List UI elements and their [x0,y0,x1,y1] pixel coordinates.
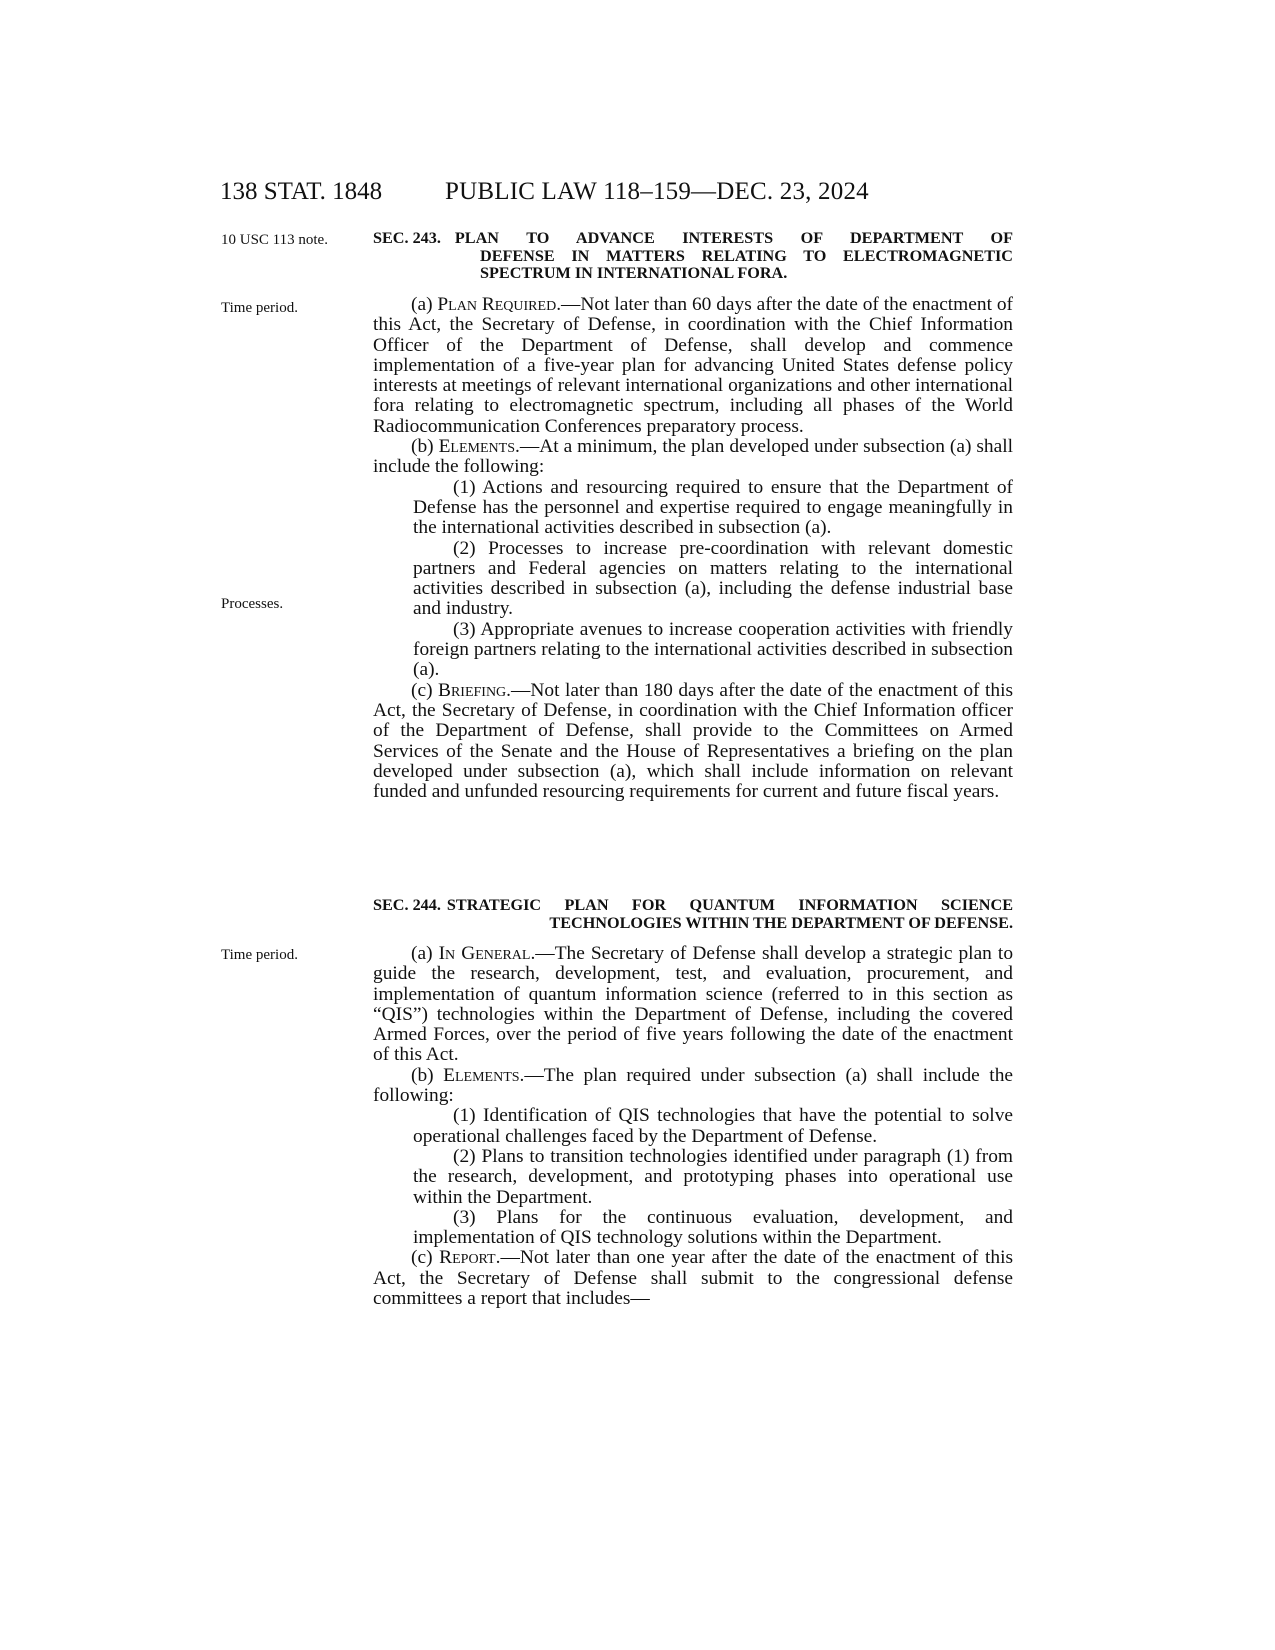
subsection-text: .—At a minimum, the plan developed under subsection (a) shall include the following: [373,436,1013,478]
subsection-244-c [373,1248,1013,1309]
subsection-label: (b) [411,436,439,458]
subsection-text: .—Not later than 180 days after the date of the enactment of this Act, the Secretary of Defense, in coordination with the Chief Information officer of the Department of Defense, shall provide to the Committees on Armed Services of the Senate and the House of Representatives a briefing on the plan developed under subsection (a), which shall include information on relevant funded and unfunded resourcing requirements for current and future fiscal years. [373,679,1013,803]
subsection-heading: Plan Required [437,294,557,315]
page-running-title: PUBLIC LAW 118–159—DEC. 23, 2024 [445,178,869,205]
section-244-body [373,944,1013,1309]
margin-note-time-period: Time period. [221,300,298,316]
subsection-heading: Elements [443,1064,520,1086]
section-243-title-line3: SPECTRUM IN INTERNATIONAL FORA. [480,264,788,282]
section-244-heading [373,897,1013,932]
subsection-heading: Briefing [438,679,507,701]
subsection-text: .—Not later than 60 days after the date of the enactment of this Act, the Secretary of Defense, in coordination with the Chief Information Officer of the Department of Defense, shall develop and commence implementation of a five-year plan for advancing United States defense policy interests at meetings of relevant international organizations and other international fora relating to electromagnetic spectrum, including all phases of the World Radiocommunication Conferences preparatory process. [373,294,1013,437]
paragraph-244-b-2: (2) Plans to transition technologies identified under paragraph (1) from the research, development, and prototyping phases into operational use within the Department. [413,1145,1013,1208]
subsection-text: .—Not later than one year after the date of the enactment of this Act, the Secretary of Defense shall submit to the congressional defense committees a report that includes— [373,1247,1014,1310]
subsection-label: (c) [411,1247,440,1269]
section-243-title-line2: DEFENSE IN MATTERS RELATING TO ELECTROMAGNETIC [480,246,1013,265]
section-244-number: SEC. 244. [373,896,441,914]
subsection-244-b [373,1066,1013,1107]
subsection-heading: In General [438,943,531,964]
subsection-text: .—The plan required under subsection (a) shall include the following: [373,1064,1013,1107]
subsection-244-a [373,944,1013,1066]
section-244-title-line1: STRATEGIC PLAN FOR QUANTUM INFORMATION SCIENCE [446,896,1013,914]
margin-note-time-period-2: Time period. [221,947,298,963]
subsection-heading: Report [439,1247,496,1269]
section-243-body [373,295,1013,802]
margin-note-usc: 10 USC 113 note. [221,232,328,248]
paragraph-244-b-3: (3) Plans for the continuous evaluation, development, and implementation of QIS technology solutions within the Department. [413,1206,1013,1249]
subsection-label: (a) [411,294,438,315]
section-243-title-line1: PLAN TO ADVANCE INTERESTS OF DEPARTMENT OF [454,229,1013,247]
paragraph-243-b-1: (1) Actions and resourcing required to ensure that the Department of Defense has the personnel and expertise required to engage meaningfully in the international activities described in subsection (a). [413,476,1013,539]
subsection-label: (a) [411,943,439,964]
subsection-text: .—The Secretary of Defense shall develop a strategic plan to guide the research, development, test, and evaluation, procurement, and implementation of quantum information science (referred to in this section as “QIS”) technologies within the Department of Defense, including the covered Armed Forces, over the period of five years following the date of the enactment of this Act. [373,943,1014,1066]
subsection-heading: Elements [438,436,515,458]
paragraph-243-b-3: (3) Appropriate avenues to increase cooperation activities with friendly foreign partners relating to the international activities described in subsection (a). [413,618,1013,681]
subsection-243-a [373,295,1013,437]
margin-note-processes: Processes. [221,596,284,612]
paragraph-244-b-1: (1) Identification of QIS technologies that have the potential to solve operational challenges faced by the Department of Defense. [413,1105,1013,1147]
paragraph-243-b-2: (2) Processes to increase pre-coordination with relevant domestic partners and Federal agencies on matters relating to the international activities described in subsection (a), including the defense industrial base and industry. [413,537,1013,620]
page-stat-citation: 138 STAT. 1848 [220,178,383,205]
subsection-label: (b) [411,1064,444,1086]
section-243-number: SEC. 243. [373,229,441,247]
section-243-heading [373,230,1013,283]
section-244-title-line2: TECHNOLOGIES WITHIN THE DEPARTMENT OF DEFENSE. [549,913,1013,932]
subsection-label: (c) [411,679,439,701]
subsection-243-b [373,437,1013,478]
subsection-243-c [373,681,1013,803]
